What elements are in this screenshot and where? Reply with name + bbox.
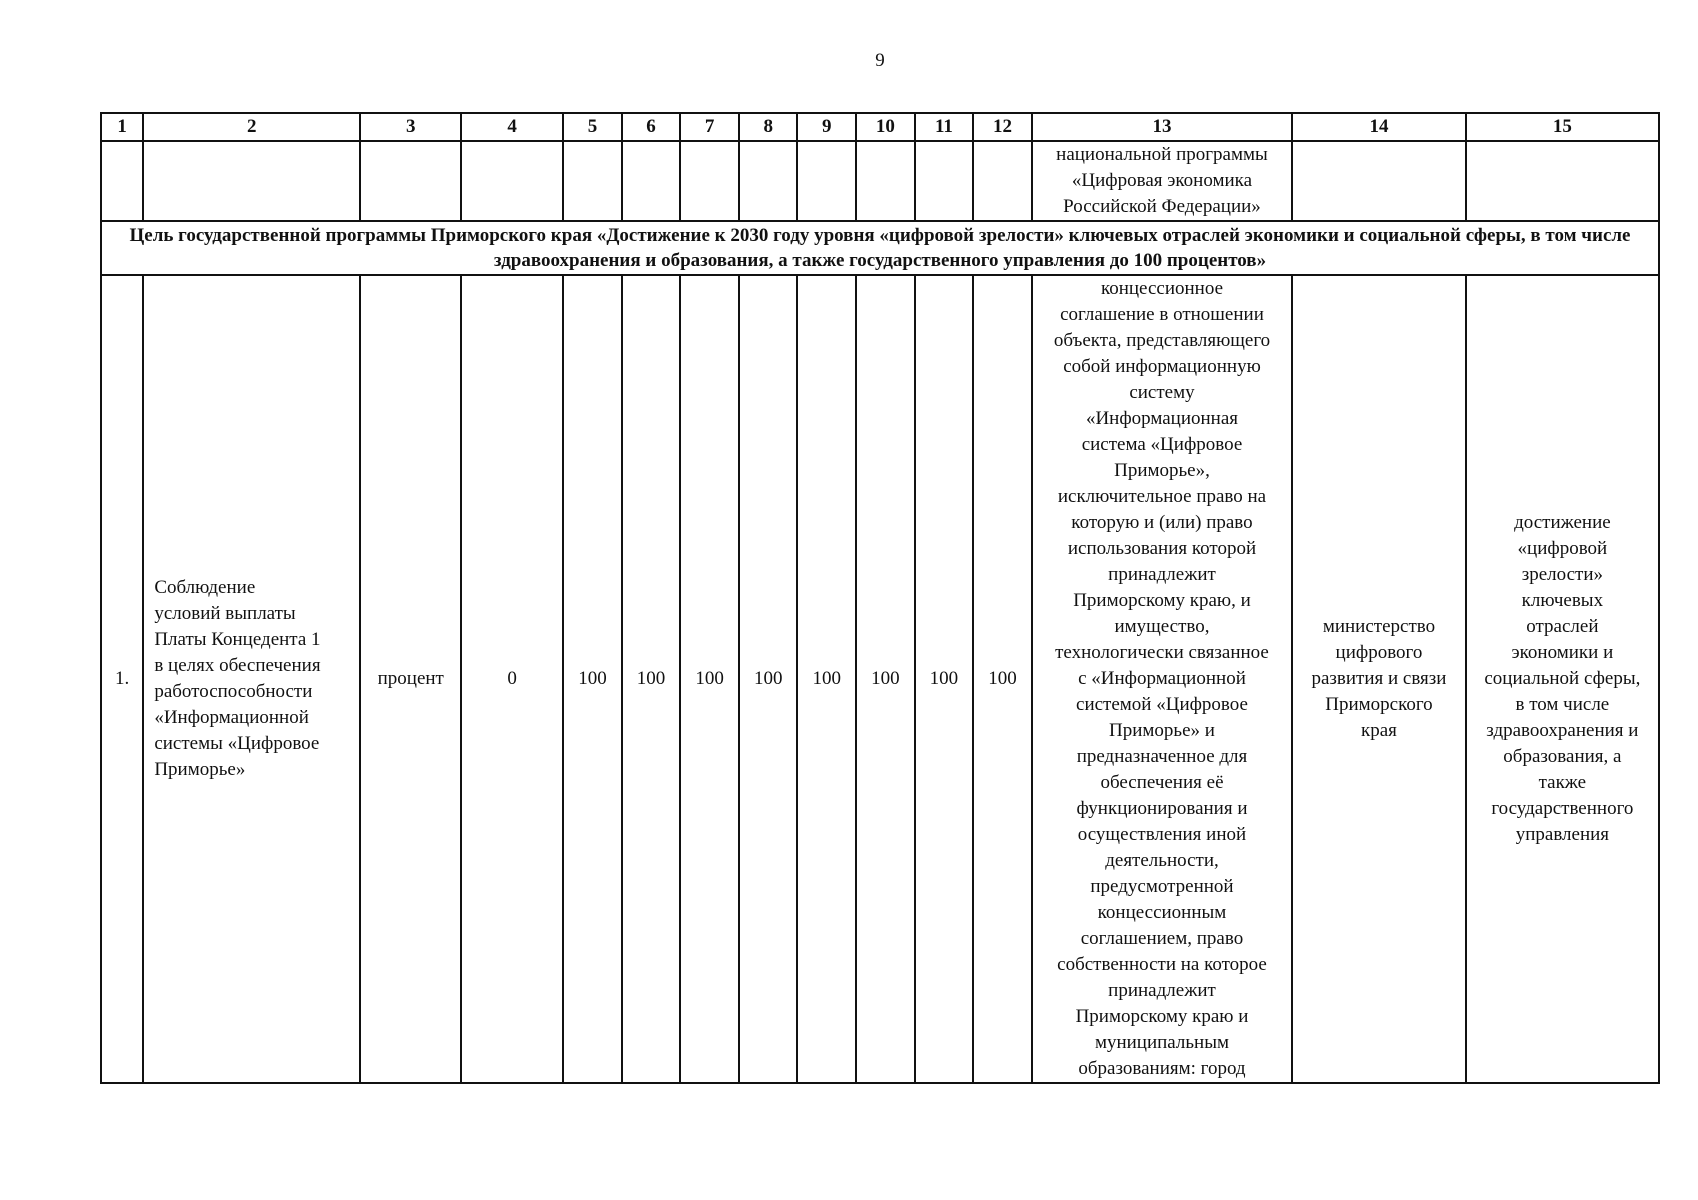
text-line: также [1538, 772, 1587, 793]
text-line: социальной сферы, [1484, 668, 1641, 689]
empty-cell [101, 141, 143, 221]
column-header: 10 [856, 113, 915, 141]
text-line: соглашением, право [1080, 928, 1244, 949]
text-line: муниципальным [1094, 1032, 1230, 1053]
column-header: 13 [1032, 113, 1292, 141]
value-cell: 100 [563, 275, 622, 1083]
text-line: система «Цифровое [1081, 434, 1243, 455]
text-line: Приморскому краю и [1075, 1006, 1249, 1027]
indicator-name-cell [143, 275, 360, 1083]
text-line: принадлежит [1108, 564, 1216, 585]
empty-cell [856, 141, 915, 221]
text-line: государственного [1491, 798, 1634, 819]
text-line: «Информационная [1085, 408, 1239, 429]
column-header: 9 [797, 113, 856, 141]
empty-cell [973, 141, 1032, 221]
unit-cell: процент [360, 275, 461, 1083]
text-line: края [1361, 720, 1397, 741]
empty-cell [143, 141, 360, 221]
column-header: 2 [143, 113, 360, 141]
text-line: предусмотренной [1090, 876, 1234, 897]
text-line: развития и связи [1311, 668, 1447, 689]
empty-cell [797, 141, 856, 221]
text-line: с «Информационной [1078, 668, 1246, 689]
text-line: достижение [1514, 512, 1611, 533]
value-cell: 100 [797, 275, 856, 1083]
text-line: соглашение в отношении [1060, 304, 1264, 325]
text-line: экономики и [1511, 642, 1614, 663]
text-line: предназначенное для [1076, 746, 1248, 767]
continuation-text-cell [1032, 141, 1292, 221]
column-header: 12 [973, 113, 1032, 141]
text-line: условий выплаты [154, 603, 296, 624]
column-header: 7 [680, 113, 739, 141]
page-number: 9 [875, 50, 885, 71]
goal-heading: Цель государственной программы Приморского края «Достижение к 2030 году уровня «цифровой зрелости» ключевых отраслей экономики и социальной сферы, в том числе здравоохранения и образования, а также государственного управления до 100 процентов» [101, 221, 1659, 275]
text-line: технологически связанное [1055, 642, 1269, 663]
column-header: 5 [563, 113, 622, 141]
text-line: концессионное [1100, 278, 1223, 299]
text-line: функционирования и [1076, 798, 1248, 819]
text-line: Приморского [1325, 694, 1433, 715]
text-line: «Цифровая экономика [1071, 170, 1253, 191]
column-header: 1 [101, 113, 143, 141]
text-line: имущество, [1114, 616, 1210, 637]
column-header: 14 [1292, 113, 1466, 141]
text-line: концессионным [1097, 902, 1227, 923]
empty-cell [739, 141, 798, 221]
column-header: 11 [915, 113, 974, 141]
text-line: системой «Цифровое [1076, 694, 1248, 715]
text-line: Российской Федерации» [1063, 196, 1261, 217]
text-line: Платы Концедента 1 [154, 629, 321, 650]
value-cell: 100 [622, 275, 681, 1083]
text-line: зрелости» [1521, 564, 1604, 585]
text-line: работоспособности [154, 681, 313, 702]
text-line: осуществления иной [1077, 824, 1247, 845]
value-cell: 100 [680, 275, 739, 1083]
text-line: «цифровой [1517, 538, 1608, 559]
text-line: Приморье» [154, 759, 246, 780]
value-cell: 100 [973, 275, 1032, 1083]
text-line: министерство [1322, 616, 1436, 637]
text-line: «Информационной [154, 707, 309, 728]
text-line: управления [1515, 824, 1610, 845]
column-header: 15 [1466, 113, 1659, 141]
empty-cell [360, 141, 461, 221]
text-line: ключевых [1521, 590, 1604, 611]
goal-link-cell [1466, 275, 1659, 1083]
column-header: 3 [360, 113, 461, 141]
empty-cell [622, 141, 681, 221]
text-line: Приморье», [1114, 460, 1210, 481]
empty-cell [1292, 141, 1466, 221]
text-line: Приморье» и [1109, 720, 1215, 741]
empty-cell [680, 141, 739, 221]
column-header: 6 [622, 113, 681, 141]
empty-cell [461, 141, 563, 221]
empty-cell [563, 141, 622, 221]
text-line: цифрового [1335, 642, 1423, 663]
value-cell: 100 [915, 275, 974, 1083]
text-line: в целях обеспечения [154, 655, 321, 676]
text-line: системы «Цифровое [154, 733, 320, 754]
text-line: исключительное право на [1057, 486, 1267, 507]
value-cell: 100 [739, 275, 798, 1083]
text-line: образованиям: город [1078, 1058, 1246, 1079]
text-line: обеспечения её [1100, 772, 1224, 793]
text-line: Приморскому краю, и [1073, 590, 1251, 611]
basis-description-cell [1032, 275, 1292, 1083]
text-line: в том числе [1515, 694, 1610, 715]
base-value-cell: 0 [461, 275, 563, 1083]
text-line: Соблюдение [154, 577, 256, 598]
empty-cell [1466, 141, 1659, 221]
indicator-row [101, 275, 1659, 1083]
column-header: 8 [739, 113, 798, 141]
text-line: отраслей [1526, 616, 1599, 637]
text-line: национальной программы [1056, 144, 1268, 165]
text-line: использования которой [1067, 538, 1257, 559]
value-cell: 100 [856, 275, 915, 1083]
row-number: 1. [101, 275, 143, 1083]
column-number-row [101, 113, 1659, 141]
text-line: которую и (или) право [1071, 512, 1253, 533]
text-line: объекта, представляющего [1053, 330, 1271, 351]
text-line: деятельности, [1105, 850, 1219, 871]
text-line: принадлежит [1108, 980, 1216, 1001]
empty-cell [915, 141, 974, 221]
responsible-body-cell [1292, 275, 1466, 1083]
text-line: здравоохранения и [1486, 720, 1639, 741]
text-line: систему [1129, 382, 1195, 403]
text-line: собой информационную [1063, 356, 1261, 377]
column-header: 4 [461, 113, 563, 141]
text-line: собственности на которое [1057, 954, 1267, 975]
goal-row [101, 221, 1659, 275]
continuation-row [101, 141, 1659, 221]
text-line: образования, а [1503, 746, 1622, 767]
document-table [100, 112, 1660, 1084]
